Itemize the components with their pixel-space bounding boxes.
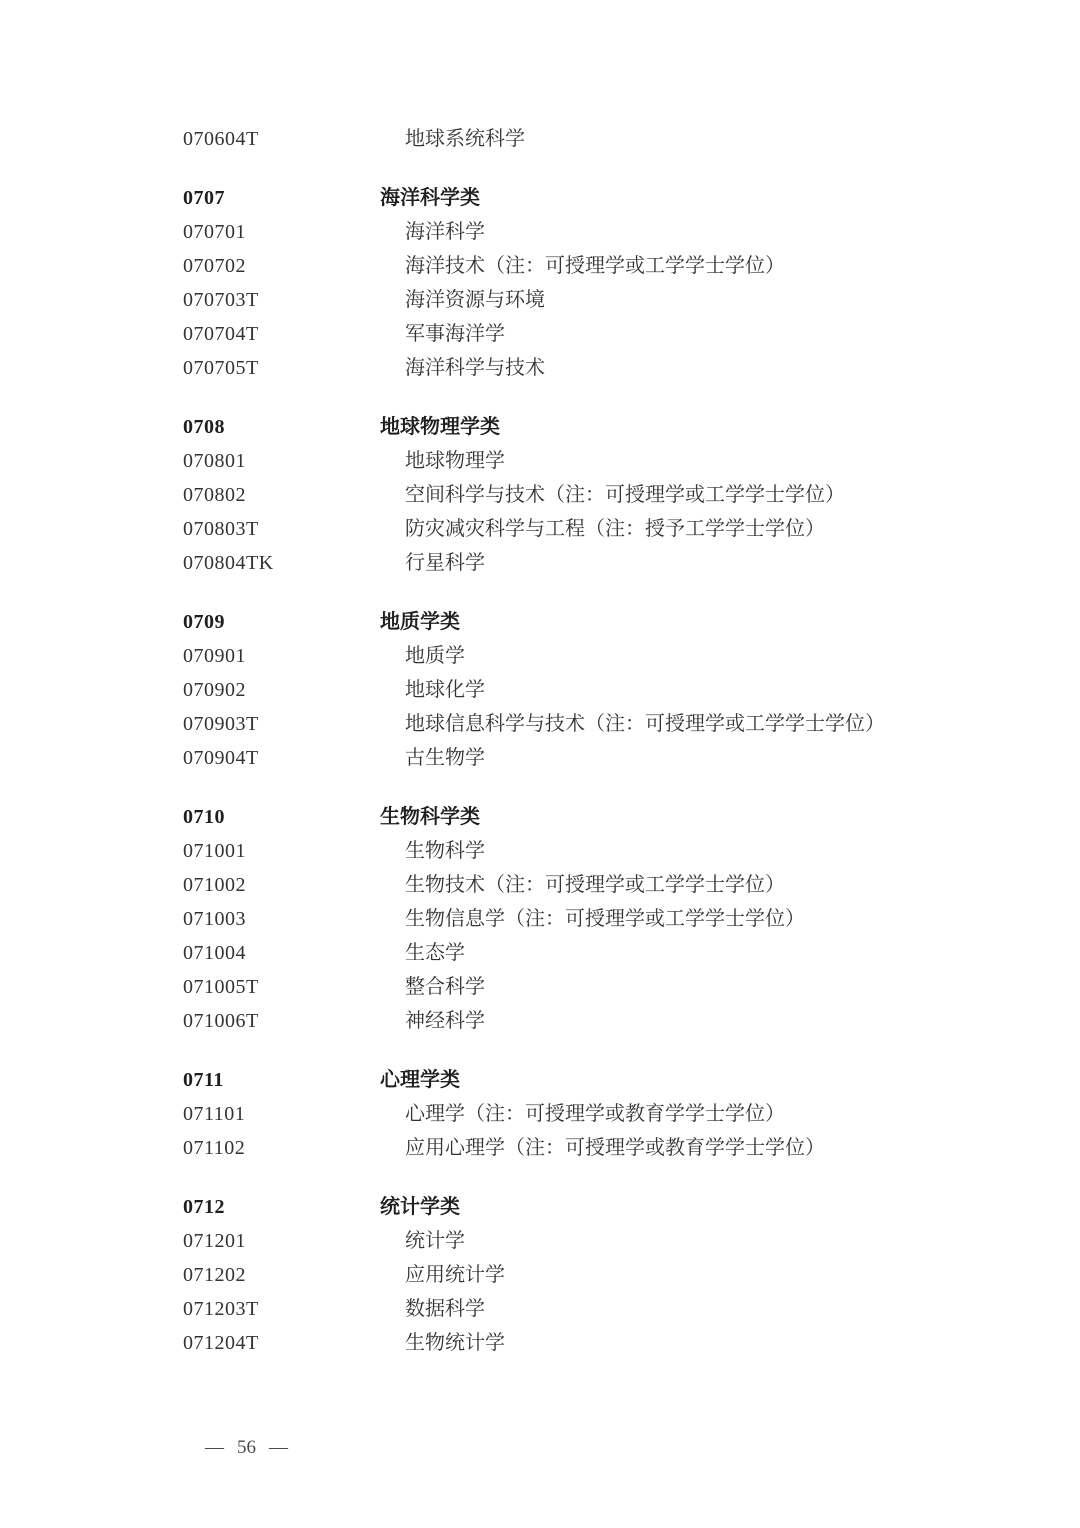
major-code: 070803T (183, 518, 259, 540)
major-code: 071002 (183, 874, 246, 896)
major-code: 070804TK (183, 552, 274, 574)
category-code: 0711 (183, 1069, 224, 1091)
major-name: 统计学 (405, 1230, 465, 1252)
major-name: 生物信息学（注：可授理学或工学学士学位） (405, 908, 805, 930)
category-code: 0709 (183, 611, 225, 633)
category-name: 统计学类 (380, 1196, 460, 1218)
category-header-row (183, 1063, 1040, 1097)
section-0710 (183, 800, 1040, 1038)
table-row (183, 673, 1040, 707)
table-row (183, 1097, 1040, 1131)
table-row (183, 1292, 1040, 1326)
major-code: 071006T (183, 1010, 259, 1032)
major-name: 军事海洋学 (405, 323, 505, 345)
category-name: 生物科学类 (380, 806, 480, 828)
table-row (183, 1326, 1040, 1360)
table-row (183, 1258, 1040, 1292)
table-row (183, 741, 1040, 775)
category-code: 0712 (183, 1196, 225, 1218)
major-name: 空间科学与技术（注：可授理学或工学学士学位） (405, 484, 845, 506)
major-name: 神经科学 (405, 1010, 485, 1032)
major-code: 070703T (183, 289, 259, 311)
major-name: 应用统计学 (405, 1264, 505, 1286)
table-row (183, 902, 1040, 936)
table-row (183, 970, 1040, 1004)
category-name: 地球物理学类 (380, 416, 500, 438)
category-name: 地质学类 (380, 611, 460, 633)
major-code: 070904T (183, 747, 259, 769)
major-name: 海洋技术（注：可授理学或工学学士学位） (405, 255, 785, 277)
major-name: 地球信息科学与技术（注：可授理学或工学学士学位） (405, 713, 885, 735)
table-row (183, 351, 1040, 385)
major-code: 071101 (183, 1103, 246, 1125)
table-row (183, 868, 1040, 902)
major-code: 071004 (183, 942, 246, 964)
major-code: 071201 (183, 1230, 246, 1252)
major-code: 070901 (183, 645, 246, 667)
table-row (183, 444, 1040, 478)
page-number-dash-right: — (269, 1437, 288, 1458)
table-row (183, 936, 1040, 970)
major-name: 行星科学 (405, 552, 485, 574)
major-code: 070704T (183, 323, 259, 345)
table-row (183, 834, 1040, 868)
major-code: 071005T (183, 976, 259, 998)
page-number-dash-left: — (205, 1437, 224, 1458)
major-name: 地球物理学 (405, 450, 505, 472)
major-code: 070903T (183, 713, 259, 735)
table-row (183, 546, 1040, 580)
category-header-row (183, 800, 1040, 834)
category-header-row (183, 605, 1040, 639)
major-name: 地质学 (405, 645, 465, 667)
major-name: 古生物学 (405, 747, 485, 769)
major-code: 071202 (183, 1264, 246, 1286)
category-name: 海洋科学类 (380, 187, 480, 209)
major-name: 整合科学 (405, 976, 485, 998)
major-name: 数据科学 (405, 1298, 485, 1320)
table-row (183, 478, 1040, 512)
major-name: 海洋资源与环境 (405, 289, 545, 311)
major-code: 070701 (183, 221, 246, 243)
category-name: 心理学类 (380, 1069, 460, 1091)
table-row (183, 1004, 1040, 1038)
section-0708 (183, 410, 1040, 580)
major-name: 心理学（注：可授理学或教育学学士学位） (405, 1103, 785, 1125)
major-code: 070604T (183, 128, 259, 150)
major-name: 地球系统科学 (405, 128, 525, 150)
major-name: 海洋科学 (405, 221, 485, 243)
table-row (183, 707, 1040, 741)
major-code: 071203T (183, 1298, 259, 1320)
table-row (183, 317, 1040, 351)
category-code: 0708 (183, 416, 225, 438)
major-code: 070801 (183, 450, 246, 472)
major-code: 071102 (183, 1137, 246, 1159)
table-row (183, 512, 1040, 546)
page-footer (205, 1433, 288, 1463)
table-row (183, 122, 1040, 156)
category-code: 0707 (183, 187, 225, 209)
page-number: 56 (237, 1437, 256, 1458)
major-name: 生物科学 (405, 840, 485, 862)
category-code: 0710 (183, 806, 225, 828)
section-0711 (183, 1063, 1040, 1165)
table-row (183, 249, 1040, 283)
section-0709 (183, 605, 1040, 775)
major-name: 地球化学 (405, 679, 485, 701)
table-row (183, 283, 1040, 317)
major-code: 070902 (183, 679, 246, 701)
major-name: 应用心理学（注：可授理学或教育学学士学位） (405, 1137, 825, 1159)
major-name: 生物统计学 (405, 1332, 505, 1354)
category-header-row (183, 1190, 1040, 1224)
major-code: 070702 (183, 255, 246, 277)
major-code: 071003 (183, 908, 246, 930)
table-row (183, 639, 1040, 673)
major-code: 070802 (183, 484, 246, 506)
section-0712 (183, 1190, 1040, 1360)
major-name: 生物技术（注：可授理学或工学学士学位） (405, 874, 785, 896)
major-name: 海洋科学与技术 (405, 357, 545, 379)
major-code: 070705T (183, 357, 259, 379)
major-code: 071204T (183, 1332, 259, 1354)
category-header-row (183, 181, 1040, 215)
table-row (183, 1224, 1040, 1258)
category-header-row (183, 410, 1040, 444)
table-row (183, 1131, 1040, 1165)
section-0707 (183, 181, 1040, 385)
major-name: 防灾减灾科学与工程（注：授予工学学士学位） (405, 518, 825, 540)
table-row (183, 215, 1040, 249)
major-name: 生态学 (405, 942, 465, 964)
major-code: 071001 (183, 840, 246, 862)
